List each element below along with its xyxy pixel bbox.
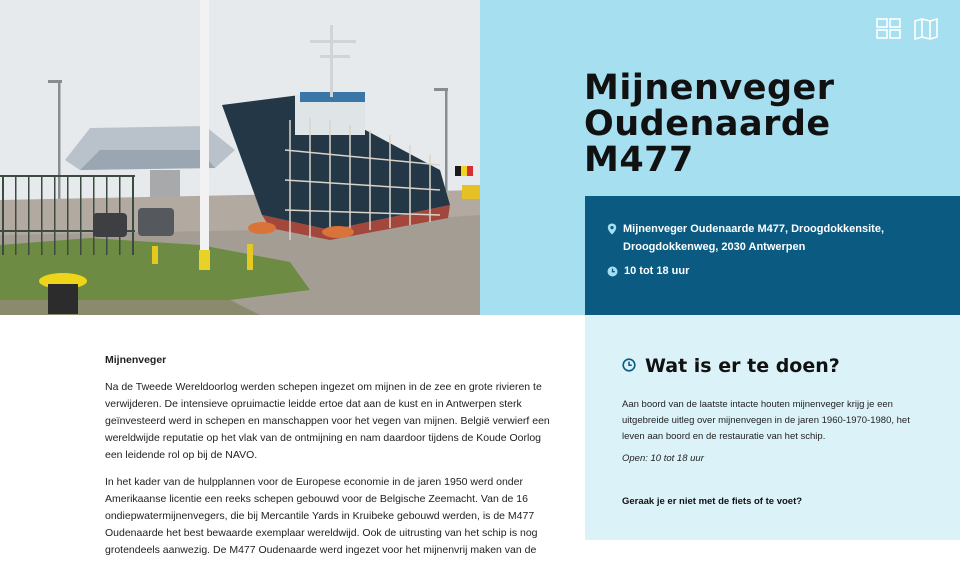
- sidebar-subheading: Geraak je er niet met de fiets of te voet?: [622, 496, 803, 507]
- hours-row: [607, 262, 940, 283]
- clock-icon: [622, 357, 636, 376]
- grid-view-icon[interactable]: [876, 18, 900, 40]
- address-row: [607, 220, 940, 256]
- clock-icon: [607, 265, 618, 283]
- content-paragraph: Na de Tweede Wereldoorlog werden schepen ingezet om mijnen in de zee en grote rivieren te verwijderen. De intensieve opruimactie leidde ertoe dat aan de kust en in Antwerpen sterk geïnvesteerd werd in schepen en manschappen voor het vegen van mijnen. België verwierf een wereldwijde reputatie op het vlak van de ontmijning en nam daardoor tijdens de Koude Oorlog een leidende rol op bij de NAVO.: [105, 381, 550, 461]
- address-box: [585, 196, 960, 315]
- sidebar-opening-hours: Open: 10 tot 18 uur: [622, 453, 704, 464]
- main-content: [105, 352, 555, 569]
- content-paragraph: In het kader van de hulpplannen voor de Europese economie in de jaren 1950 werd onder Amerikaanse licentie een reeks schepen gebouwd voor de Belgische Zeemacht. Van de 16 ondiepwatermijnenvegers, die bij Mercantile Yards in Kruibeke gebouwd werden, is de M477 Oudenaarde het best bewaarde exemplaar wereldwijd. Ook de uitrusting van het schip is nog grotendeels aanwezig. De M477 Oudenaarde werd ingezet voor het mijnenvrij maken van de: [105, 476, 538, 556]
- page-title: Mijnenveger Oudenaarde M477: [584, 68, 835, 180]
- map-icon[interactable]: [914, 18, 938, 40]
- address-text: Mijnenveger Oudenaarde M477, Droogdokkensite, Droogdokkenweg, 2030 Antwerpen: [623, 223, 885, 253]
- sidebar: [585, 315, 960, 540]
- view-toggle: [876, 18, 938, 40]
- sidebar-header: [622, 355, 930, 377]
- hero-photo: [0, 0, 480, 315]
- location-pin-icon: [607, 223, 617, 241]
- sidebar-title: Wat is er te doen?: [645, 355, 840, 377]
- hours-text: 10 tot 18 uur: [624, 265, 690, 277]
- sidebar-description: Aan boord van de laatste intacte houten mijnenveger krijg je een uitgebreide uitleg over mijnenvegen in de jaren 1960-1970-1980, het leven aan boord en de restauratie van het schip.: [622, 399, 910, 442]
- content-heading: Mijnenveger: [105, 354, 167, 366]
